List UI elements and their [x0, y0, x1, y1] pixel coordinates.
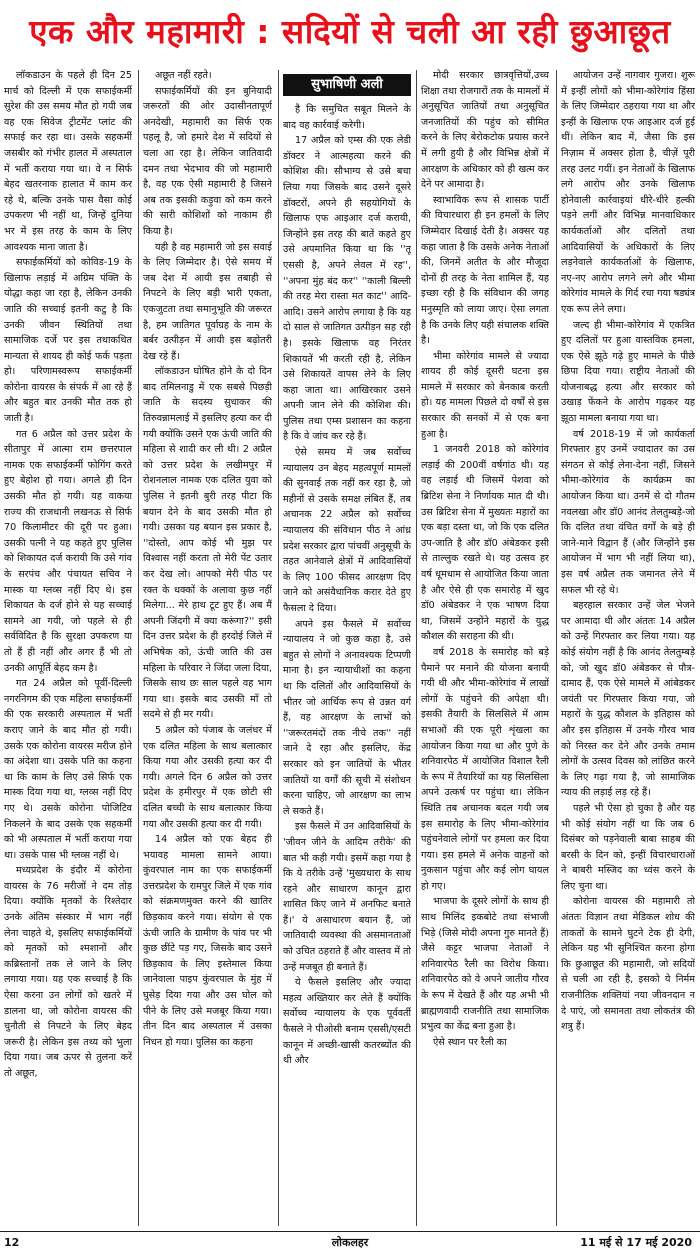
author-byline: सुभाषिणी अली — [283, 74, 411, 96]
article-paragraph: वर्ष 2018 के समारोह को बड़े पैमाने पर मनाने की योजना बनायी गयी थी और भीमा-कोरेगांव में लाखों लोगों के पहुंचने की अपेक्षा थी। इसकी तैयारी के सिलसिले में आम सभाओं की एक पूरी शृंखला का आयोजन किया गया था और पुणे के शनिवारपेठ में आयोजित विशाल रैली के रूप में तैयारियों का यह सिलसिला अपने उत्कर्ष पर पहुंचा था। लेकिन स्थिति तब अचानक बदल गयी जब इस समारोह के लिए भीमा-कोरेगांव पहुंचनेवाले लोगों पर हमला कर दिया गया। इस हमले में अनेक वाहनों को नुकसान पहुंचा और कई लोग घायल हो गए। — [421, 646, 549, 892]
page-footer — [0, 1231, 700, 1253]
article-paragraph: अछूत नहीं रहते। — [155, 70, 212, 81]
article-paragraph: ऐसे स्थान पर रैली का — [433, 1036, 507, 1048]
article-paragraph: 17 अप्रैल को एम्स की एक लेडी डॉक्टर ने आत्महत्या करने की कोशिश की। सौभाग्य से उसे बचा लिया गया जिसके बाद उसने दूसरे डॉक्टरों, अपने ही सहयोगियों के खिलाफ एफ आइआर दर्ज करायी, जिन्होंने इस तरह की बातें कहते हुए उसे अपमानित किया था कि ''तू एससी है, अपने लेवल में रह'', ''अपना मुंह बंद कर'' ''काली बिल्ली की तरह मेरा रास्ता मत काट'' आदि-आदि। उसने आरोप लगाया है कि यह दो साल से जातिगत उत्पीड़न सह रही है। इसके खिलाफ वह निरंतर शिकायतें भी करती रही है, लेकिन उसे शिकायतें वापस लेने के लिए कहा जाता था। आखिरकार उसने अपनी जान लेने की कोशिश की। पुलिस तथा एम्स प्रशासन का कहना है कि वे जांच कर रहे हैं। — [283, 135, 411, 443]
article-paragraph: जल्द ही भीमा-कोरेगांव में एकत्रित हुए दलितों पर हुआ वास्तविक हमला, एक ऐसे झूठे गढ़े हुए मामले के पीछे छिपा दिया गया। राष्ट्रीय नेताओं की योजनाबद्ध हत्या और सरकार को उखाड़ फेंकने के आरोप गढ़कर यह झूठा मामला बनाया गया था। — [561, 319, 695, 425]
article-paragraph: ये फैसले इसलिए और ज्यादा महत्व अख्तियार कर लेते हैं क्योंकि सर्वोच्च न्यायालय के एक पूर्ववर्ती फैसले ने पीओसी बनाम एससी/एसटी कानून में अच्छी-खासी कतरब्योंत की थी और — [283, 977, 411, 1067]
article-paragraph: वर्ष 2018-19 में जो कार्यकर्ता गिरफ्तार हुए उनमें ज्यादातर का उस संगठन से कोई लेना-देना नहीं, जिसने भीमा-कोरेगांव के कार्यक्रम का आयोजन किया था। उनमें से दो गौतम नवलखा और डॉ0 आनंद तेलतुम्बड़े-जो कि दलित तथा वंचित वर्गों के बड़े ही जाने-माने विद्वान हैं (और जिन्होंने इस आयोजन में भाग भी नहीं लिया था), इस वर्ष अप्रैल तक जमानत लेने में सफल भी रहे थे। — [561, 428, 695, 596]
article-paragraph: आयोजन उन्हें नागवार गुजरा। शुरू में इन्हीं लोगों को भीमा-कोरेगांव हिंसा के लिए जिम्मेदार ठहराया गया था और इन्हीं के खिलाफ एफ आइआर दर्ज हुई थीं। लेकिन बाद में, जैसा कि इस निज़ाम में अक्सर होता है, चीज़ें पूरी तरह उलट गयीं। इन नेताओं के खिलाफ लगे आरोप और उनके खिलाफ होनेवाली कार्रवाइयां धीरे-धीरे हल्की पड़ने लगीं और विभिन्न मानवाधिकार कार्यकर्ताओं और दलितों तथा आदिवासियों के अधिकारों के लिए लड़नेवाले कार्यकर्ताओं के खिलाफ, नए-नए आरोप लगने लगे और भीमा कोरेगांव मामले के गिर्द रचा गया षड्यंत्र एक रूप लेने लगा। — [561, 70, 695, 315]
article-paragraph: अपने इस फैसले में सर्वोच्च न्यायालय ने जो कुछ कहा है, उसे बहुत से लोगों ने अनावश्यक टिप्पणी माना है। इन न्यायाधीशों का कहना था कि दलितों और आदिवासियों के भीतर जो आर्थिक रूप से उन्नत वर्ग हैं, वह आरक्षण के लाभों को ''जरूरतमंदों तक नीचे तक'' नहीं जाने दे रहा और इसलिए, केंद्र सरकार को इन जातियों के भीतर जातियों या वर्गों की सूची में संशोधन करना चाहिए, जो आरक्षण का लाभ ले सकते हैं। — [283, 618, 411, 817]
article-paragraph: 5 अप्रैल को पंजाब के जलंधर में एक दलित महिला के साथ बलात्कार किया गया और उसकी हत्या कर दी गयी। अगले दिन 6 अप्रैल को उत्तर प्रदेश के हमीरपुर में एक छोटी सी दलित बच्ची के साथ बलात्कार किया गया और उसकी हत्या कर दी गयी। — [143, 724, 272, 830]
article-paragraph: स्वाभाविक रूप से शासक पार्टी की विचारधारा ही इन हमलों के लिए जिम्मेदार दिखाई देती है। अक्सर यह कहा जाता है कि उसके अनेक नेताओं की, जिनमें अतीत के और मौजूदा दोनों ही तरह के नेता शामिल हैं, यह इच्छा रही है कि संविधान की जगह मनुस्मृति को लाया जाए। ऐसा लगता है कि उनके लिए यही संचालक शक्ति है। — [421, 194, 549, 347]
issue-date: 11 मई से 17 मई 2020 — [580, 1236, 692, 1249]
article-paragraph: कोरोना वायरस की महामारी तो अंततः विज्ञान तथा मेडिकल शोध की ताकतों के सामने घुटने टेक ही देगी, लेकिन यह भी सुनिश्चित करना होगा कि छुआछूत की महामारी, जो सदियों से चली आ रही है, इसको ये निर्मम राजनीतिक शक्तियां नया जीवनदान न दे पाएं, जो समानता तथा लोकतंत्र की शत्रु हैं। — [561, 896, 695, 1033]
article-column-4 — [421, 68, 549, 1230]
column-divider — [416, 70, 417, 1226]
headline: एक और महामारी : सदियों से चली आ रही छुआछूत — [29, 12, 671, 51]
article-paragraph: लॉकडाउन के पहले ही दिन 25 मार्च को दिल्ली में एक सफाईकर्मी सुरेश की उस समय मौत हो गयी जब वह एक सिवेज ट्रीटमेंट प्लांट की सफाई कर रहा था। उसके सहकर्मी जसबीर को गंभीर हालत में अस्पताल में भर्ती कराया गया था। वे न सिर्फ बेहद खतरनाक हालात में काम कर रहे थे, बल्कि उनके पास वैसा कोई उपकरण भी नहीं था, जिन्हें दुनिया भर में इस तरह के काम के लिए आवश्यक माना जाता है। — [4, 70, 132, 253]
article-paragraph: गत 6 अप्रैल को उत्तर प्रदेश के सीतापुर में आत्मा राम छत्तरपाल नामक एक सफाईकर्मी फोगिंग करते हुए बेहोश हो गया। अगले ही दिन उसकी मौत हो गयी। यह वाकया राज्य की राजधानी लखनऊ से सिर्फ 70 किलामीटर की दूरी पर हुआ। उसकी पत्नी ने यह कहते हुए पुलिस को शिकायत दर्ज करायी कि उसे गांव के सरपंच और पंचायत सचिव ने मास्क या ग्लव्स नहीं दिए थे। इस शिकायत के दर्ज होने से यह सच्चाई सामने आ गयी, जो पहले से ही सर्वविदित है कि सुरक्षा उपकरण या तो हैं ही नहीं और अगर हैं भी तो उनकी आपूर्ति बेहद कम है। — [4, 428, 132, 674]
article-paragraph: भाजपा के दूसरे लोगों के साथ ही साथ मिलिंद इकबोटे तथा संभाजी भिड़े (जिसे मोदी अपना गुरु मानते हैं) जैसे कट्टर भाजपा नेताओं ने शनिवारपेठ रैली का विरोध किया। शनिवारपेठ को वे अपने जातीय गौरव के रूप में देखते हैं और यह अभी भी ब्राह्मणवादी राजनीति तथा सामाजिक प्रभुत्व का केंद्र बना हुआ है। — [421, 896, 549, 1033]
page-number: 12 — [4, 1236, 20, 1249]
article-paragraph: भीमा कोरेगांव मामले से ज्यादा शायद ही कोई दूसरी घटना इस मामले में सरकार को बेनकाब करती हो। यह मामला पिछले दो वर्षों से इस सरकार की सनकों में से एक बना हुआ है। — [421, 350, 549, 440]
article-paragraph: 14 अप्रैल को एक बेहद ही भयावह मामला सामने आया। कुंवरपाल नाम का एक सफाईकर्मी उत्तरप्रदेश के रामपुर जिले में एक गांव को संक्रमणमुक्त करने की खातिर छिड़काव करने गया। संयोग से एक ऊंची जाति के ग्रामीण के पांव पर भी कुछ छींटे पड़ गए, जिसके बाद उसने छिड़काव के लिए इस्तेमाल किया जानेवाला पाइप कुंवरपाल के मुंह में घुसेड़ दिया गया और उस घोल को पीने के लिए उसे मजबूर किया गया। तीन दिन बाद अस्पताल में उसका निधन हो गया। पुलिस का कहना — [143, 834, 272, 1048]
article-paragraph: लॉकडाउन घोषित होने के दो दिन बाद तमिलनाडु में एक सबसे पिछड़ी जाति के सदस्य सुधाकर की तिरुवन्नामलाई में इसलिए हत्या कर दी गयी क्योंकि उसने एक ऊंची जाति की महिला से शादी कर ली थी। 2 अप्रैल को उत्तर प्रदेश के लखीमपुर में रोशनलाल नामक एक दलित युवा को पुलिस ने इतनी बुरी तरह पीटा कि बयान देने के बाद उसकी मौत हो गयी। उसका यह बयान इस प्रकार है, ''दोस्तो, आप कोई भी मुझ पर विश्वास नहीं करता तो मेरी पेंट उतार कर देख लो। आपको मेरी पीठ पर रक्त के धक्कों के अलावा कुछ नहीं मिलेगा... मेरे हाथ टूट हुए हैं। अब मैं अपनी जिंदगी में क्या करूंगा?'' इसी दिन उत्तर प्रदेश के ही हरदोई जिले में अभिषेक को, ऊंची जाति की उस महिला के परिवार ने जिंदा जला दिया, जिसके साथ छः साल पहले वह भाग गया था। इसके बाद उसकी माँ तो सदमे से ही मर गयी। — [143, 366, 272, 721]
article-paragraph: 1 जनवरी 2018 को कोरेगांव लड़ाई की 200वीं वर्षगांठ थी। यह वह लड़ाई थी जिसमें पेशवा को ब्रिटिश सेना ने निर्णायक मात दी थी। उस ब्रिटिश सेना में मुख्यतः महारों का एक बड़ा दस्ता था, जो कि एक दलित उप-जाति है और डॉ0 अंबेडकर इसी से ताल्लुक रखते थे। यह उत्सव हर वर्ष धूमधाम से आयोजित किया जाता है और ऐसे ही एक समारोह में खुद डॉ0 अंबेडकर ने एक भाषण दिया था, जिसमें उन्होंने महारों के युद्ध कौशल की सराहना की थी। — [421, 444, 549, 643]
column-divider — [278, 70, 279, 1226]
article-column-5 — [561, 68, 695, 1230]
article-paragraph: बहरहाल सरकार उन्हें जेल भेजने पर आमादा थी और अंततः 14 अप्रैल को उन्हें गिरफ्तार कर लिया गया। यह कोई संयोग नहीं है कि आनंद तेलतुम्बड़े को, जो खुद डॉ0 अंबेडकर से पौत्र-दामाद हैं, एक ऐसे मामले में आंबेडकर जयंती पर गिरफ्तार किया गया, जो महारों के युद्ध कौशल के इतिहास को और इस इतिहास में उनके गौरव भाव को निरस्त कर देने और उनके तमाम लोगों के उत्सव दिवस को लांछित करने के लिए गढ़ा गया है, जो सामाजिक न्याय की लड़ाई लड़ रहे हैं। — [561, 600, 695, 799]
article-paragraph: सफाईकर्मियों की इन बुनियादी जरूरतों की ओर उदासीनतापूर्ण अनदेखी, महामारी का सिर्फ एक पहलू है, जो हमारे देश में सदियों से चला आ रहा है। लेकिन जातिवादी दमन तथा भेदभाव की जो महामारी है, वह एक ऐसी महामारी है जिसने अब तक इसकी कड़ुवा को कम करने की सारी कोशिशों को नाकाम ही किया है। — [143, 85, 272, 237]
article-paragraph: यही है वह महामारी जो इस सवाई के लिए जिम्मेदार है। ऐसे समय में जब देश में आयी इस तबाही से निपटने के लिए बड़ी भारी एकता, एकजुटता तथा समानुभूति की जरूरत है, हम जातिगत पूर्वाग्रह के नाम के बर्बर उत्पीड़न में आयी इस बढ़ोतरी देख रहे हैं। — [143, 241, 272, 362]
publication-name: लोकलहर — [331, 1236, 369, 1249]
article-paragraph: पहले भी ऐसा हो चुका है और यह भी कोई संयोग नहीं था कि जब 6 दिसंबर को पड़नेवाली बाबा साहब की बरसी के दिन को, इन्हीं विचारधाराओं ने बाबरी मस्जिद का ध्वंस करने के लिए चुना था। — [561, 802, 695, 892]
column-divider — [138, 70, 139, 1226]
column-divider — [556, 70, 557, 1226]
article-paragraph: है कि समुचित सबूत मिलने के बाद वह कार्रवाई करेगी। — [283, 104, 411, 131]
article-paragraph: गत 24 अप्रैल को पूर्वी-दिल्ली नगरनिगम की एक महिला सफाईकर्मी की एक सरकारी अस्पताल में भर्ती कराए जाने के बाद मौत हो गयी। उसके एक कोरोना वायरस मरीज होने का अंदेशा था। उसके पति का कहना था कि काम के लिए उसे सिर्फ एक मास्क दिया गया था, ग्लव्स नहीं दिए गए थे। उसके कोरोना पोजिटिव निकलने के बाद उसके एक सहकर्मी को भी अस्पताल में भर्ती कराया गया था। उसके पास भी ग्लव्स नहीं थे। — [4, 678, 132, 861]
article-paragraph: मध्यप्रदेश के इंदौर में कोरोना वायरस के 76 मरीजों ने दम तोड़ दिया। क्योंकि मृतकों के रिश्तेदार उनके अंतिम संस्कार में भाग नहीं लेना चाहते थे, इसलिए सफाईकर्मियों को मृतकों को श्मशानों और कब्रिस्तानों तक ले जाने के लिए लगाया गया। यह एक सच्चाई है कि ऐसा करना उन लोगों को खतरे में डालना था, जो कोरोना वायरस की चुनौती से निपटने के लिए बेहद जरूरी है। लेकिन इस तथ्य को भुला दिया गया। जब ऊपर से तुलना करें तो अछूत, — [4, 865, 132, 1079]
article-column-1 — [4, 68, 132, 1230]
article-column-2 — [143, 68, 272, 1230]
article-paragraph: इस फैसले में उन आदिवासियों के 'जीवन जीने के आदिम तरीके' की बात भी कही गयी। इसमें कहा गया है कि ये तरीके उन्हें 'मुख्यधारा के साथ रहने और साधारण कानून द्वारा शासित किए जाने में अनफिट बनाते हैं।' ये असाधारण बयान हैं, जो जातिवादी व्यवस्था की असमानताओं को उचित ठहराते हैं और वास्तव में तो उन्हें मजबूत ही बनाते हैं। — [283, 821, 411, 973]
article-paragraph: मोदी सरकार छात्रवृत्तियों,उच्च शिक्षा तथा रोजगारों तक के मामलों में अनुसूचित जातियों तथा अनुसूचित जनजातियों की पहुंच को सीमित करने के लिए बेरोकटोक प्रयास करने में लगी हुयी है और विभिन्न क्षेत्रों में आरक्षण के अधिकार को ही खत्म कर देने पर आमादा है। — [421, 70, 549, 191]
article-paragraph: ऐसे समय में जब सर्वोच्च न्यायालय उन बेहद महत्वपूर्ण मामलों की सुनवाई तक नहीं कर रहा है, जो महीनों से उसके समक्ष लंबित हैं, तब अचानक 22 अप्रैल को सर्वोच्च न्यायालय की संविधान पीठ ने आंध्र प्रदेश सरकार द्वारा पांचवीं अनुसूची के तहत आनेवाले क्षेत्रों में आदिवासियों के लिए 100 फीसद आरक्षण दिए जाने को असंवैधानिक करार देते हुए फैसला दे दिया। — [283, 447, 411, 614]
article-column-3 — [283, 68, 411, 1230]
article-paragraph: सफाईकर्मियों को कोविड-19 के खिलाफ लड़ाई में अग्रिम पंक्ति के योद्धा कहा जा रहा है, लेकिन उनकी जाति की सच्चाई इतनी कटु है कि उनकी जीवन स्थितियों तथा सामाजिक दर्जे पर इस तथाकथित मान्यता से शायद ही कोई फर्क पड़ता हो। परिणामस्वरूप सफाईकर्मी कोरोना वायरस के संपर्क में आ रहे हैं और बहुत बार उनकी मौत तक हो जाती है। — [4, 257, 132, 425]
